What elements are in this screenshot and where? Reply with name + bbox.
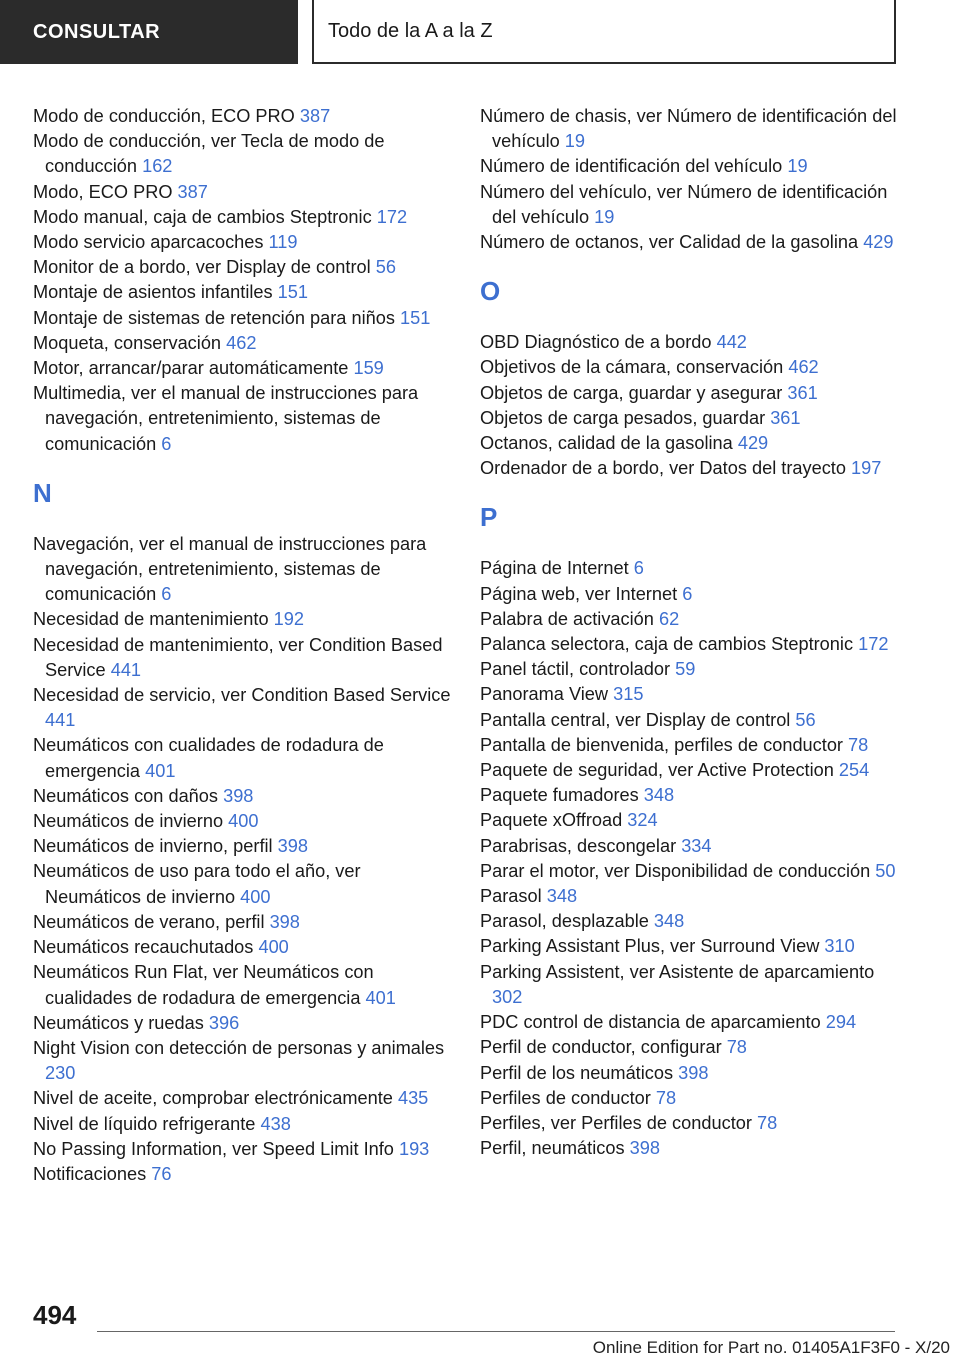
index-page-link[interactable]: 401: [365, 987, 396, 1008]
index-entry-text: Perfil de los neumáticos: [480, 1062, 679, 1083]
index-page-link[interactable]: 56: [375, 257, 396, 278]
index-page-link[interactable]: 387: [299, 106, 331, 126]
index-entry: [33, 1137, 451, 1162]
index-entry: [33, 834, 451, 859]
index-entry: [480, 180, 900, 230]
index-entry: [480, 104, 900, 154]
index-page-link[interactable]: 19: [787, 156, 808, 177]
index-page-link[interactable]: 50: [875, 860, 896, 881]
index-entry-text: Número de octanos, ver Calidad de la gasolina: [480, 232, 864, 253]
index-page-link[interactable]: 197: [851, 458, 882, 479]
page-title: Todo de la A a la Z: [328, 19, 493, 42]
index-page-link[interactable]: 396: [208, 1012, 240, 1033]
index-entry: [480, 355, 900, 380]
index-entry-text: Parasol: [480, 886, 547, 907]
index-entry-text: Neumáticos de uso para todo el año, ver Neumáticos de invierno: [33, 861, 361, 907]
index-entry-text: No Passing Information, ver Speed Limit Info: [33, 1138, 399, 1159]
index-page-link[interactable]: 348: [653, 911, 685, 932]
index-page-link[interactable]: 151: [400, 307, 431, 328]
index-page-link[interactable]: 19: [594, 206, 615, 227]
index-page-link[interactable]: 387: [177, 181, 208, 202]
index-page-link[interactable]: 78: [756, 1112, 778, 1133]
index-entry-text: Modo de conducción, ver Tecla de modo de conducción: [33, 131, 385, 177]
index-letter-heading: O: [480, 276, 501, 307]
index-entry-text: Parar el motor, ver Disponibilidad de conducción: [480, 860, 876, 881]
index-entry: [33, 230, 451, 255]
section-tab: [0, 0, 298, 64]
index-entry-text: Parking Assistant Plus, ver Surround View: [480, 936, 825, 957]
index-entry: [33, 331, 451, 356]
index-entry: [480, 1136, 900, 1161]
index-page-link[interactable]: 398: [269, 911, 300, 932]
index-page-link[interactable]: 159: [353, 358, 384, 379]
index-entry: [33, 960, 451, 1010]
index-entry: [33, 1011, 451, 1036]
index-page-link[interactable]: 302: [492, 986, 523, 1007]
index-entry-text: Neumáticos y ruedas: [33, 1012, 209, 1033]
index-letter-heading: P: [480, 502, 498, 533]
index-entry-text: Paquete fumadores: [480, 785, 644, 806]
index-entry: [33, 104, 451, 129]
index-entry-text: Panel táctil, controlador: [480, 659, 676, 680]
index-entry-text: Palanca selectora, caja de cambios Steptronic: [480, 634, 859, 655]
index-entry-text: Panorama View: [480, 684, 614, 705]
index-page-link[interactable]: 78: [726, 1037, 747, 1058]
index-page-link[interactable]: 162: [142, 156, 173, 177]
index-entry-text: Neumáticos Run Flat, ver Neumáticos con cualidades de rodadura de emergencia: [33, 962, 374, 1008]
index-entry-text: Objetos de carga, guardar y asegurar: [480, 382, 788, 403]
index-entry-text: Objetivos de la cámara, conservación: [480, 357, 789, 378]
index-page-link[interactable]: 324: [627, 810, 658, 831]
index-entry: [33, 280, 451, 305]
index-entry-text: Montaje de sistemas de retención para niños: [33, 307, 400, 328]
index-page-link[interactable]: 56: [795, 709, 816, 730]
index-entry-text: Motor, arrancar/parar automáticamente: [33, 358, 354, 379]
index-entry-text: Neumáticos de invierno, perfil: [33, 836, 278, 857]
index-page-link[interactable]: 348: [546, 886, 578, 907]
index-entry: [33, 809, 451, 834]
index-entry-text: Neumáticos recauchutados: [33, 937, 259, 958]
index-page-link[interactable]: 398: [678, 1062, 709, 1083]
index-entry: [480, 607, 900, 632]
index-entry: [33, 633, 451, 683]
index-page-link[interactable]: 192: [273, 609, 304, 630]
index-entry: [480, 381, 900, 406]
index-entry: [33, 381, 451, 457]
index-column-left: [33, 104, 451, 1187]
index-entry-text: Parking Assistent, ver Asistente de aparcamiento: [480, 961, 875, 982]
index-entry: [480, 456, 900, 481]
index-entry: [480, 1035, 900, 1060]
index-entry-text: Nivel de líquido refrigerante: [33, 1113, 261, 1134]
index-entry-text: Modo de conducción, ECO PRO: [33, 106, 300, 126]
index-page-link[interactable]: 462: [788, 357, 819, 378]
index-page-link[interactable]: 6: [161, 433, 172, 454]
index-page-link[interactable]: 429: [737, 433, 769, 454]
index-entry-text: Modo servicio aparcacoches: [33, 232, 269, 253]
index-entry: [33, 532, 451, 608]
index-page-link[interactable]: 254: [838, 760, 870, 781]
index-entry: [480, 834, 900, 859]
index-entry: [480, 230, 900, 255]
index-page-link[interactable]: 429: [863, 232, 894, 253]
index-entry: [33, 1086, 451, 1111]
index-page-link[interactable]: 19: [564, 131, 586, 152]
index-page-link[interactable]: 400: [258, 937, 289, 958]
index-entry: [33, 935, 451, 960]
index-page-link[interactable]: 438: [260, 1113, 291, 1134]
index-entry: [480, 1061, 900, 1086]
index-entry: [33, 205, 451, 230]
index-page-link[interactable]: 442: [716, 332, 747, 353]
index-entry: [480, 884, 900, 909]
index-entry-text: Notificaciones: [33, 1163, 152, 1184]
index-entry-text: Nivel de aceite, comprobar electrónicamente: [33, 1088, 398, 1109]
index-entry-text: Perfiles de conductor: [480, 1087, 656, 1108]
index-entry: [480, 632, 900, 657]
index-entry-text: Número del vehículo, ver Número de identificación del vehículo: [480, 181, 888, 227]
index-page-link[interactable]: 400: [240, 886, 271, 907]
page-header: [312, 0, 896, 64]
index-entry: [480, 909, 900, 934]
index-page-link[interactable]: 348: [643, 785, 675, 806]
index-page-link[interactable]: 6: [161, 584, 172, 605]
index-page-link[interactable]: 78: [848, 734, 869, 755]
section-label: CONSULTAR: [33, 20, 161, 43]
index-entry-text: Monitor de a bordo, ver Display de control: [33, 257, 376, 278]
index-entry: [480, 1111, 900, 1136]
page-number: 494: [33, 1300, 77, 1330]
index-entry-text: Parasol, desplazable: [480, 911, 654, 932]
index-page-link[interactable]: 294: [825, 1012, 857, 1033]
index-entry: [33, 784, 451, 809]
index-page-link[interactable]: 193: [398, 1138, 430, 1159]
index-entry-text: Necesidad de servicio, ver Condition Based Service: [33, 685, 451, 706]
index-entry-text: Perfiles, ver Perfiles de conductor: [480, 1112, 757, 1133]
index-entry: [480, 330, 900, 355]
index-entry: [480, 431, 900, 456]
index-page-link[interactable]: 172: [858, 634, 889, 655]
index-entry: [480, 154, 900, 179]
index-entry: [33, 356, 451, 381]
index-entry: [33, 733, 451, 783]
index-page-link[interactable]: 119: [268, 232, 298, 253]
index-entry-text: Multimedia, ver el manual de instrucciones para navegación, entretenimiento, sistemas de comunicación: [33, 383, 419, 454]
index-page-link[interactable]: 172: [376, 206, 408, 227]
index-entry-text: Modo manual, caja de cambios Steptronic: [33, 206, 377, 227]
index-page-link[interactable]: 6: [633, 558, 644, 579]
index-entry-text: Montaje de asientos infantiles: [33, 282, 278, 303]
index-entry-text: Neumáticos con daños: [33, 785, 224, 806]
index-entry: [33, 180, 451, 205]
index-entry-text: Perfil, neumáticos: [480, 1138, 630, 1159]
index-entry-text: Neumáticos de invierno: [33, 811, 229, 832]
index-entry: [480, 682, 900, 707]
index-page-link[interactable]: 462: [226, 332, 257, 353]
index-entry-text: Parabrisas, descongelar: [480, 835, 682, 856]
index-page-link[interactable]: 59: [675, 659, 696, 680]
index-entry: [33, 129, 451, 179]
index-entry: [33, 683, 451, 733]
index-entry: [33, 910, 451, 935]
index-entry-text: Palabra de activación: [480, 608, 659, 629]
index-entry-text: Página web, ver Internet: [480, 583, 683, 604]
index-entry: [33, 607, 451, 632]
index-entry-text: Neumáticos de verano, perfil: [33, 911, 270, 932]
index-entry: [33, 1112, 451, 1137]
index-page-link[interactable]: 398: [277, 836, 308, 857]
index-page-link[interactable]: 441: [110, 659, 142, 680]
index-entry-text: Número de chasis, ver Número de identificación del vehículo: [480, 106, 897, 152]
index-letter-heading: N: [33, 477, 52, 508]
index-entry-text: Modo, ECO PRO: [33, 181, 178, 202]
index-page-link[interactable]: 334: [681, 835, 712, 856]
index-entry-text: OBD Diagnóstico de a bordo: [480, 332, 717, 353]
index-entry-text: Paquete xOffroad: [480, 810, 628, 831]
index-entry: [480, 859, 900, 884]
index-entry-text: PDC control de distancia de aparcamiento: [480, 1012, 826, 1033]
index-entry-text: Octanos, calidad de la gasolina: [480, 433, 738, 454]
index-entry: [480, 733, 900, 758]
index-entry-text: Ordenador de a bordo, ver Datos del trayecto: [480, 458, 852, 479]
index-entry: [33, 1162, 451, 1187]
index-entry: [480, 708, 900, 733]
index-entry-text: Paquete de seguridad, ver Active Protection: [480, 760, 839, 781]
index-entry: [480, 657, 900, 682]
index-entry-text: Navegación, ver el manual de instrucciones para navegación, entretenimiento, sistemas de comunicación: [33, 533, 427, 605]
index-page-link[interactable]: 435: [397, 1088, 429, 1109]
index-page-link[interactable]: 398: [223, 785, 254, 806]
index-entry: [33, 306, 451, 331]
index-entry-text: Neumáticos con cualidades de rodadura de emergencia: [33, 735, 384, 781]
index-entry-text: Pantalla central, ver Display de control: [480, 709, 796, 730]
index-page-link[interactable]: 401: [145, 760, 176, 781]
index-page-link[interactable]: 6: [682, 583, 693, 604]
index-entry-text: Objetos de carga pesados, guardar: [480, 407, 771, 428]
index-entry: [480, 960, 900, 1010]
index-page-link[interactable]: 76: [151, 1163, 172, 1184]
index-entry-text: Número de identificación del vehículo: [480, 156, 788, 177]
index-column-right: [480, 104, 900, 1161]
footer-divider: [97, 1331, 895, 1332]
index-page-link[interactable]: 361: [787, 382, 818, 403]
index-entry: [33, 859, 451, 909]
index-entry: [480, 783, 900, 808]
index-entry: [480, 758, 900, 783]
index-entry-text: Página de Internet: [480, 558, 634, 579]
index-entry: [480, 582, 900, 607]
index-page-link[interactable]: 78: [655, 1087, 677, 1108]
index-page-link[interactable]: 315: [613, 684, 644, 705]
index-entry: [480, 406, 900, 431]
index-entry: [480, 1010, 900, 1035]
index-entry-text: Necesidad de mantenimiento: [33, 609, 274, 630]
index-entry-text: Perfil de conductor, configurar: [480, 1037, 727, 1058]
index-page-link[interactable]: 62: [658, 608, 680, 629]
index-entry: [480, 1086, 900, 1111]
index-entry: [33, 1036, 451, 1086]
index-entry-text: Moqueta, conservación: [33, 332, 227, 353]
index-entry-text: Pantalla de bienvenida, perfiles de conductor: [480, 734, 849, 755]
index-page-link[interactable]: 230: [45, 1063, 76, 1084]
edition-footer: Online Edition for Part no. 01405A1F3F0 - X/20: [592, 1338, 950, 1357]
index-entry: [33, 255, 451, 280]
index-entry-text: Necesidad de mantenimiento, ver Condition Based Service: [33, 634, 443, 680]
index-page-link[interactable]: 310: [824, 936, 855, 957]
index-page-link[interactable]: 398: [629, 1138, 660, 1159]
index-page-link[interactable]: 441: [45, 710, 76, 731]
index-entry: [480, 934, 900, 959]
index-page-link[interactable]: 361: [770, 407, 801, 428]
index-page-link[interactable]: 400: [228, 811, 259, 832]
index-entry: [480, 556, 900, 581]
index-entry: [480, 808, 900, 833]
index-page-link[interactable]: 151: [277, 282, 309, 303]
index-entry-text: Night Vision con detección de personas y animales: [33, 1037, 445, 1058]
